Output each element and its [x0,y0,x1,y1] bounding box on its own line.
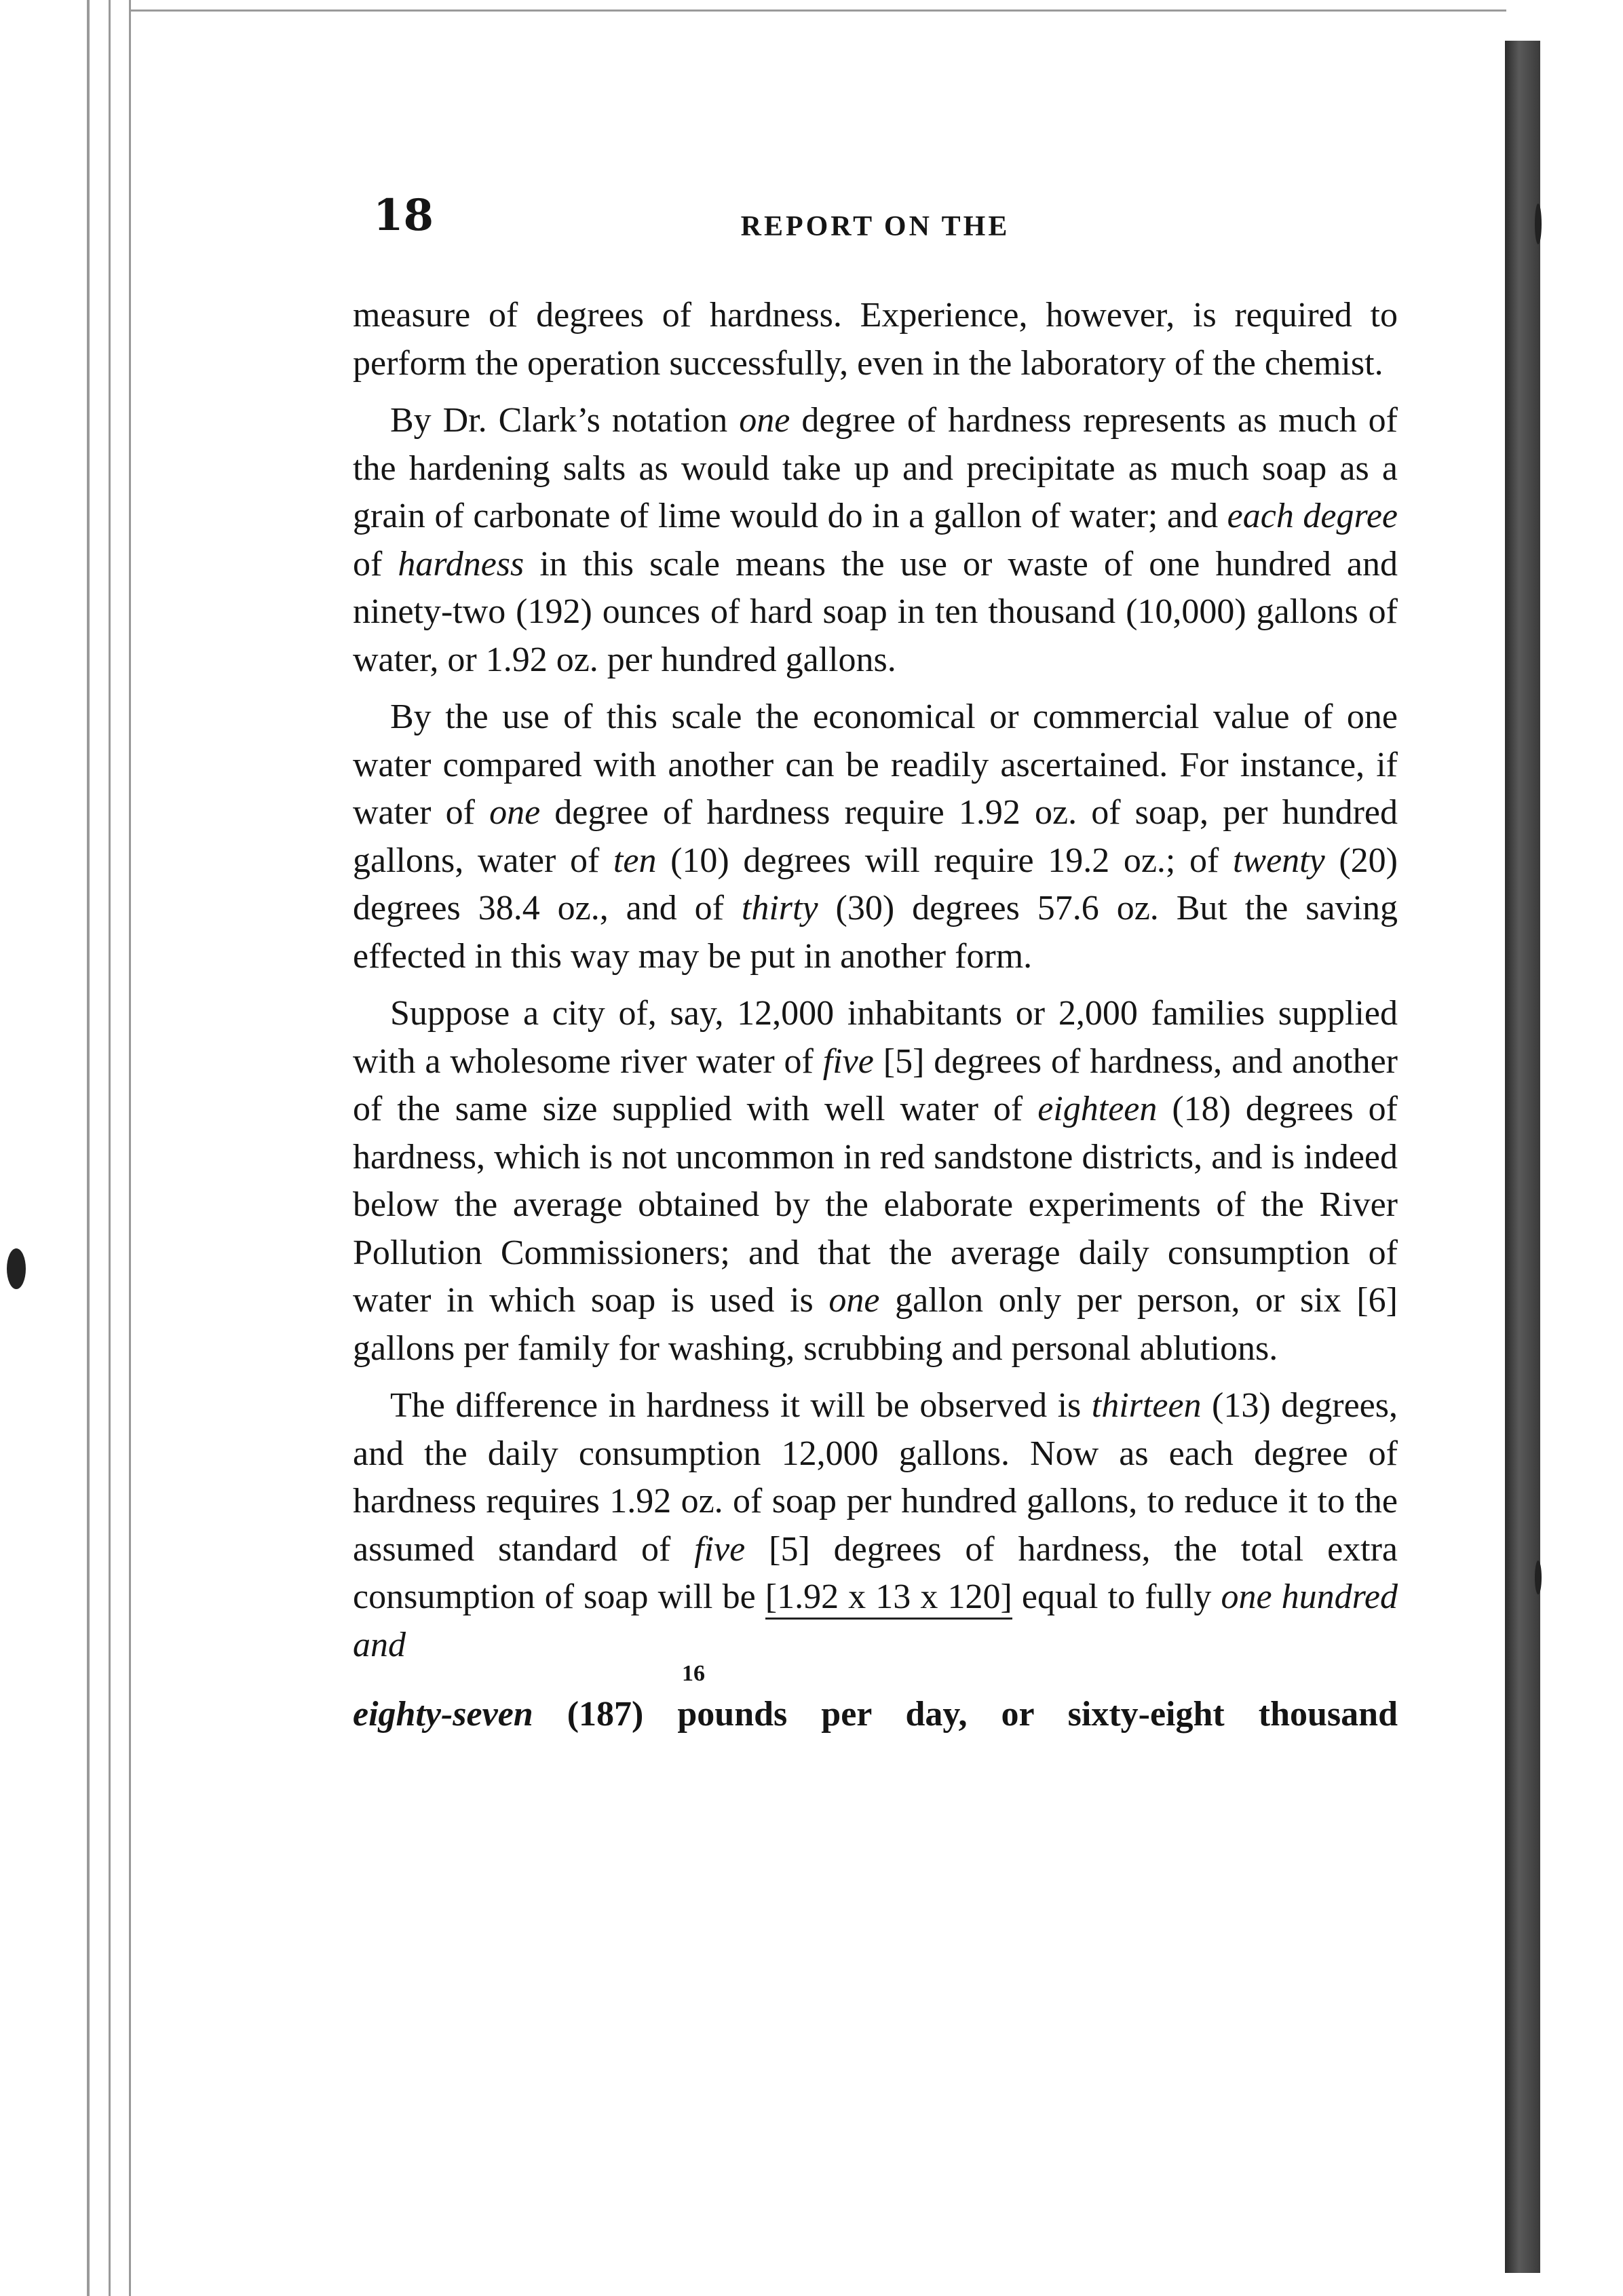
text-span: degree of hardness require 1.92 oz. of soap, per hundred gallons, water of [353,793,1398,880]
italic-span: one [828,1281,880,1320]
text-span: (20) degrees 38.4 oz., and of [353,841,1398,927]
text-span: By the use of this scale the economical or commercial value of one water compared with another can be readily ascertained. For instance, if water of [353,697,1398,832]
italic-span: thirty [741,889,818,927]
text-span: (187) pounds per day, or sixty-eight thousand [533,1695,1398,1734]
facing-page [1540,0,1623,2296]
italic-span: five [694,1529,746,1569]
page-edge-line [109,0,111,2296]
italic-span: one [739,401,790,440]
italic-span: five [822,1041,874,1081]
paragraph-3 [353,693,1398,980]
header-title: REPORT ON THE [740,211,1010,242]
italic-span: ten [613,841,657,880]
text-span: The difference in hardness it will be observed is [390,1386,1092,1425]
text-span: of [353,544,398,583]
scan-speck [1535,204,1542,244]
body-text [353,292,1398,1738]
italic-span: one hundred and [353,1577,1398,1664]
text-span: [5] degrees of hardness, and another of the same size supplied with well water of [353,1041,1398,1128]
italic-span: twenty [1232,841,1325,880]
document-page [353,176,1398,1738]
text-span: Suppose a city of, say, 12,000 inhabitants or 2,000 families supplied with a wholesome river water of [353,994,1398,1081]
scan-speck [1535,1561,1542,1594]
text-span: (10) degrees will require 19.2 oz.; of [656,841,1233,880]
page-top-edge [129,9,1506,12]
text-span: (18) degrees of hardness, which is not uncommon in red sandstone districts, and is indeed below the average obtained by the elaborate experiments of the River Pollution Commissioners; and that the average daily consumption of water in which soap is used is [353,1090,1398,1320]
text-span: in this scale means the use or waste of one hundred and ninety-two (192) ounces of hard soap in ten thousand (10,000) gallons of water, or 1.92 oz. per hundred gallons. [353,544,1398,679]
text-span: degree of hardness represents as much of the hardening salts as would take up and precipitate as much soap as a grain of carbonate of lime would do in a gallon of water; and [353,401,1398,535]
text-span: By Dr. Clark’s notation [390,401,740,440]
page-edge-line [87,0,90,2296]
text-span: (13) degrees, and the daily consumption 12,000 gallons. Now as each degree of hardness requires 1.92 oz. of soap per hundred gallons, to reduce it to the assumed standard of [353,1386,1398,1569]
italic-span: each degree [1227,497,1398,535]
page-number: 18 [373,190,434,241]
scan-speck [7,1248,26,1289]
italic-span: one [489,793,541,832]
final-line [353,1691,1398,1738]
paragraph-5 [353,1382,1398,1669]
page-edge-line [129,0,131,2296]
paragraph-2 [353,397,1398,684]
text-span: (30) degrees 57.6 oz. But the saving effected in this way may be put in another form. [353,889,1398,976]
paragraph-1: measure of degrees of hardness. Experience, however, is required to perform the operation successfully, even in the laboratory of the chemist. [353,296,1398,383]
italic-span: thirteen [1091,1386,1202,1425]
text-span: [5] degrees of hardness, the total extra consumption of soap will be [353,1529,1398,1616]
italic-span: eighty-seven [353,1695,533,1734]
paragraph-4 [353,990,1398,1373]
text-span: equal to fully [1012,1577,1221,1616]
fraction-numerator: [1.92 x 13 x 120] [765,1577,1012,1620]
binding-shadow [1505,41,1540,2273]
italic-span: hardness [398,544,524,583]
fraction-denominator: 16 [682,1661,705,1686]
italic-span: eighteen [1037,1090,1158,1128]
text-span: gallon only per person, or six [6] gallons per family for washing, scrubbing and personal ablutions. [353,1281,1398,1368]
running-header [353,176,1398,258]
